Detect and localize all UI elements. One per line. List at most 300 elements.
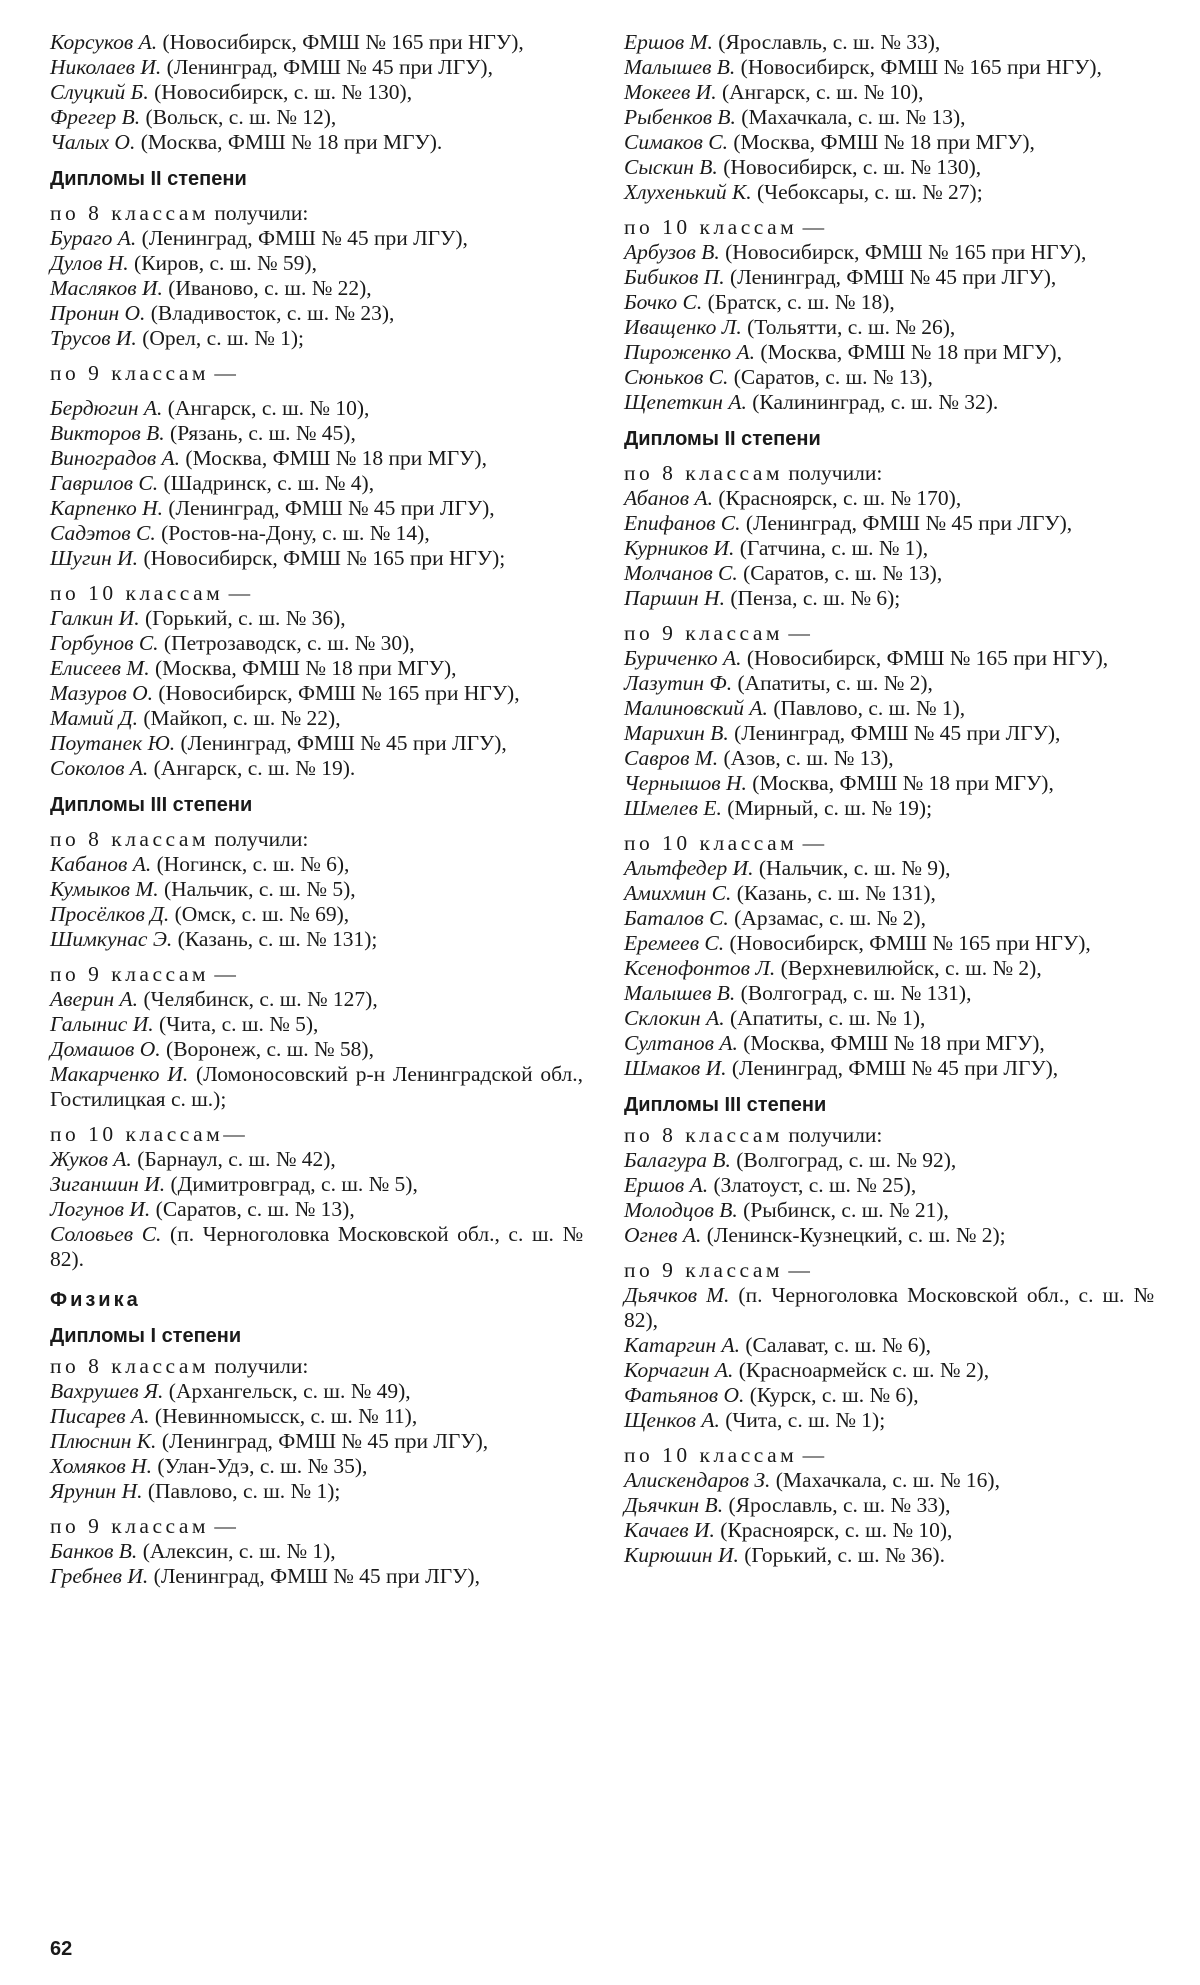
person-details: (Ярославль, с. ш. № 33), [718, 30, 941, 54]
person-name: Ксенофонтов Л. [624, 956, 776, 980]
list-item [624, 1543, 1154, 1568]
person-name: Альтфедер И. [624, 856, 754, 880]
list-item [50, 1062, 583, 1112]
grade-suffix: — [208, 962, 236, 986]
grade-intro [50, 962, 583, 987]
person-details: (Ленинград, ФМШ № 45 при ЛГУ), [153, 1564, 480, 1588]
list-item [624, 180, 1154, 205]
person-details: (Москва, ФМШ № 18 при МГУ), [752, 771, 1054, 795]
person-name: Корсуков А. [50, 30, 158, 54]
person-name: Ершов А. [624, 1173, 709, 1197]
person-name: Рыбенков В. [624, 105, 736, 129]
person-details: (Ленинград, ФМШ № 45 при ЛГУ), [734, 721, 1061, 745]
person-name: Хлухенький К. [624, 180, 752, 204]
person-details: (Ломоносовский р-н Ленинградской обл., Гостилицкая с. ш.); [50, 1062, 584, 1111]
person-name: Малиновский А. [624, 696, 768, 720]
person-details: (Новосибирск, с. ш. № 130), [723, 155, 982, 179]
list-item [50, 1479, 583, 1504]
person-name: Домашов О. [50, 1037, 161, 1061]
list-item [50, 902, 583, 927]
list-item [50, 105, 583, 130]
person-details: (Орел, с. ш. № 1); [142, 326, 305, 350]
person-details: (Махачкала, с. ш. № 13), [741, 105, 966, 129]
person-details: (Салават, с. ш. № 6), [745, 1333, 932, 1357]
diploma-heading: Дипломы I степени [50, 1325, 242, 1347]
grade-intro [624, 215, 1154, 240]
grade-label: по 10 классам [624, 1443, 798, 1467]
person-name: Огнев А. [624, 1223, 702, 1247]
person-name: Молчанов С. [624, 561, 738, 585]
subject-title: Физика [50, 1289, 141, 1311]
list-item [624, 240, 1154, 265]
person-details: (Красноярск, с. ш. № 170), [718, 486, 962, 510]
person-details: (Москва, ФМШ № 18 при МГУ). [140, 130, 443, 154]
list-item [50, 396, 583, 421]
person-name: Ершов М. [624, 30, 713, 54]
person-details: (Саратов, с. ш. № 13), [743, 561, 943, 585]
person-name: Бочко С. [624, 290, 703, 314]
person-name: Дьячков М. [624, 1283, 730, 1307]
person-details: (Новосибирск, ФМШ № 165 при НГУ), [740, 55, 1102, 79]
person-name: Балагура В. [624, 1148, 731, 1172]
grade-intro [624, 831, 1154, 856]
list-item [50, 496, 583, 521]
grade-intro [50, 201, 583, 226]
person-name: Шмаков И. [624, 1056, 727, 1080]
person-name: Кирюшин И. [624, 1543, 739, 1567]
person-details: (Омск, с. ш. № 69), [174, 902, 350, 926]
person-details: (Мирный, с. ш. № 19); [727, 796, 933, 820]
person-details: (Чебоксары, с. ш. № 27); [756, 180, 983, 204]
list-item [624, 956, 1154, 981]
list-item [624, 55, 1154, 80]
person-details: (Пенза, с. ш. № 6); [730, 586, 901, 610]
grade-suffix: — [782, 1258, 810, 1282]
grade-label: по 10 классам [624, 831, 798, 855]
list-item [50, 471, 583, 496]
person-name: Сюньков С. [624, 365, 729, 389]
person-details: (Шадринск, с. ш. № 4), [163, 471, 375, 495]
list-item [624, 340, 1154, 365]
person-name: Иващенко Л. [624, 315, 742, 339]
person-name: Плюснин К. [50, 1429, 157, 1453]
person-name: Щенков А. [624, 1408, 720, 1432]
person-name: Курников И. [624, 536, 735, 560]
list-item [50, 1222, 583, 1272]
list-item [50, 631, 583, 656]
list-item [624, 796, 1154, 821]
person-name: Бердюгин А. [50, 396, 163, 420]
person-details: (Казань, с. ш. № 131), [736, 881, 936, 905]
person-name: Марихин В. [624, 721, 729, 745]
grade-label: по 10 классам [50, 1122, 224, 1146]
grade-suffix: — [782, 621, 810, 645]
list-item [624, 486, 1154, 511]
person-details: (Ленинград, ФМШ № 45 при ЛГУ), [141, 226, 468, 250]
person-details: (Красноярск, с. ш. № 10), [720, 1518, 953, 1542]
person-details: (Улан-Удэ, с. ш. № 35), [157, 1454, 368, 1478]
list-item [50, 731, 583, 756]
grade-suffix: — [223, 1122, 245, 1146]
person-details: (Махачкала, с. ш. № 16), [775, 1468, 1000, 1492]
list-item [50, 1147, 583, 1172]
person-details: (Челябинск, с. ш. № 127), [143, 987, 378, 1011]
grade-suffix: получили: [782, 461, 883, 485]
person-details: (Горький, с. ш. № 36), [144, 606, 346, 630]
list-item [624, 1518, 1154, 1543]
grade-label: по 8 классам [50, 201, 209, 225]
list-item [50, 521, 583, 546]
person-details: (Иваново, с. ш. № 22), [168, 276, 372, 300]
person-details: (Ленинград, ФМШ № 45 при ЛГУ), [166, 55, 493, 79]
person-name: Катаргин А. [624, 1333, 741, 1357]
spacer [50, 386, 583, 396]
person-details: (Москва, ФМШ № 18 при МГУ), [154, 656, 457, 680]
list-item [50, 326, 583, 351]
grade-suffix: — [797, 215, 825, 239]
person-details: (Апатиты, с. ш. № 2), [737, 671, 933, 695]
person-name: Слуцкий Б. [50, 80, 149, 104]
list-item [50, 1454, 583, 1479]
list-item [624, 1006, 1154, 1031]
grade-suffix: получили: [782, 1123, 883, 1147]
person-name: Галкин И. [50, 606, 140, 630]
person-name: Елисеев М. [50, 656, 150, 680]
grade-label: по 9 классам [624, 621, 783, 645]
grade-suffix: — [223, 581, 251, 605]
person-name: Алискендаров З. [624, 1468, 771, 1492]
person-name: Баталов С. [624, 906, 729, 930]
list-item [624, 1031, 1154, 1056]
person-name: Еремеев С. [624, 931, 725, 955]
list-item [624, 1283, 1154, 1333]
list-item [50, 1037, 583, 1062]
grade-label: по 8 классам [50, 1354, 209, 1378]
person-details: (Новосибирск, ФМШ № 165 при НГУ), [746, 646, 1109, 670]
person-details: (Гатчина, с. ш. № 1), [739, 536, 929, 560]
list-item [50, 656, 583, 681]
list-item [50, 226, 583, 251]
person-name: Гребнев И. [50, 1564, 149, 1588]
person-details: (Владивосток, с. ш. № 23), [150, 301, 395, 325]
grade-label: по 9 классам [50, 962, 209, 986]
person-details: (Новосибирск, ФМШ № 165 при НГУ), [725, 240, 1087, 264]
diploma-heading: Дипломы III степени [624, 1094, 827, 1116]
grade-label: по 10 классам [624, 215, 798, 239]
person-name: Корчагин А. [624, 1358, 734, 1382]
person-details: (Москва, ФМШ № 18 при МГУ), [760, 340, 1062, 364]
grade-intro [50, 361, 583, 386]
grade-label: по 8 классам [624, 1123, 783, 1147]
person-name: Горбунов С. [50, 631, 159, 655]
list-item [50, 1197, 583, 1222]
person-name: Шугин И. [50, 546, 139, 570]
person-name: Николаев И. [50, 55, 162, 79]
grade-suffix: получили: [208, 1354, 309, 1378]
list-item [624, 365, 1154, 390]
grade-suffix: — [797, 1443, 825, 1467]
person-name: Мамий Д. [50, 706, 139, 730]
person-details: (Димитровград, с. ш. № 5), [170, 1172, 418, 1196]
list-item [624, 1383, 1154, 1408]
person-details: (п. Черноголовка Московской обл., с. ш. № 82). [50, 1222, 584, 1271]
person-name: Пироженко А. [624, 340, 756, 364]
person-details: (Волгоград, с. ш. № 92), [736, 1148, 957, 1172]
person-details: (Саратов, с. ш. № 13), [155, 1197, 355, 1221]
person-details: (Братск, с. ш. № 18), [707, 290, 895, 314]
person-details: (Барнаул, с. ш. № 42), [137, 1147, 336, 1171]
grade-suffix: — [208, 1514, 236, 1538]
person-name: Бураго А. [50, 226, 137, 250]
person-details: (Ленинград, ФМШ № 45 при ЛГУ), [745, 511, 1073, 535]
person-details: (Москва, ФМШ № 18 при МГУ), [185, 446, 487, 470]
grade-suffix: получили: [208, 827, 309, 851]
person-details: (Вольск, с. ш. № 12), [145, 105, 337, 129]
list-item [624, 906, 1154, 931]
list-item [50, 1539, 583, 1564]
list-item [624, 981, 1154, 1006]
list-item [624, 511, 1154, 536]
person-name: Паршин Н. [624, 586, 725, 610]
person-details: (Петрозаводск, с. ш. № 30), [163, 631, 415, 655]
right-column [624, 30, 1154, 1568]
grade-suffix: — [208, 361, 236, 385]
person-name: Логунов И. [50, 1197, 151, 1221]
person-name: Савров М. [624, 746, 719, 770]
person-name: Писарев А. [50, 1404, 150, 1428]
list-item [624, 1223, 1154, 1248]
person-name: Аверин А. [50, 987, 139, 1011]
person-details: (Архангельск, с. ш. № 49), [168, 1379, 411, 1403]
person-details: (Верхневилюйск, с. ш. № 2), [780, 956, 1042, 980]
list-item [50, 681, 583, 706]
person-name: Фатьянов О. [624, 1383, 745, 1407]
list-item [50, 1429, 583, 1454]
diploma-heading: Дипломы III степени [50, 794, 253, 816]
person-name: Садэтов С. [50, 521, 156, 545]
person-details: (Ленинск-Кузнецкий, с. ш. № 2); [706, 1223, 1006, 1247]
person-name: Симаков С. [624, 130, 728, 154]
person-details: (Павлово, с. ш. № 1); [147, 1479, 341, 1503]
list-item [50, 1379, 583, 1404]
list-item [50, 421, 583, 446]
person-details: (Ленинград, ФМШ № 45 при ЛГУ), [731, 1056, 1059, 1080]
person-details: (Новосибирск, ФМШ № 165 при НГУ), [729, 931, 1091, 955]
person-details: (Воронеж, с. ш. № 58), [166, 1037, 374, 1061]
list-item [624, 696, 1154, 721]
person-name: Шимкунас Э. [50, 927, 173, 951]
list-item [50, 756, 583, 781]
list-item [624, 1493, 1154, 1518]
person-name: Бибиков П. [624, 265, 725, 289]
diploma-heading: Дипломы II степени [624, 428, 821, 450]
list-item [50, 30, 583, 55]
grade-intro [624, 461, 1154, 486]
person-name: Дулов Н. [50, 251, 129, 275]
list-item [624, 561, 1154, 586]
list-item [624, 315, 1154, 340]
list-item [624, 646, 1154, 671]
person-details: (Тольятти, с. ш. № 26), [747, 315, 956, 339]
person-name: Амихмин С. [624, 881, 732, 905]
person-details: (Новосибирск, ФМШ № 165 при НГУ), [158, 681, 520, 705]
list-item [624, 721, 1154, 746]
person-details: (Ленинград, ФМШ № 45 при ЛГУ), [180, 731, 507, 755]
person-name: Малышев В. [624, 55, 736, 79]
list-item [624, 265, 1154, 290]
grade-intro [50, 581, 583, 606]
grade-intro [50, 1354, 583, 1379]
person-details: (Нальчик, с. ш. № 9), [758, 856, 951, 880]
person-details: (Курск, с. ш. № 6), [749, 1383, 919, 1407]
list-item [50, 55, 583, 80]
grade-label: по 8 классам [624, 461, 783, 485]
list-item [624, 30, 1154, 55]
list-item [50, 927, 583, 952]
person-name: Лазутин Ф. [624, 671, 733, 695]
grade-intro [624, 621, 1154, 646]
list-item [624, 155, 1154, 180]
person-details: (Арзамас, с. ш. № 2), [734, 906, 926, 930]
person-name: Соколов А. [50, 756, 149, 780]
grade-intro [624, 1258, 1154, 1283]
person-details: (Волгоград, с. ш. № 131), [740, 981, 972, 1005]
person-details: (Ленинград, ФМШ № 45 при ЛГУ), [168, 496, 495, 520]
person-name: Поутанек Ю. [50, 731, 176, 755]
person-name: Ярунин Н. [50, 1479, 143, 1503]
list-item [50, 606, 583, 631]
person-details: (Ленинград, ФМШ № 45 при ЛГУ), [729, 265, 1057, 289]
person-details: (Ангарск, с. ш. № 10), [167, 396, 370, 420]
grade-suffix: получили: [208, 201, 309, 225]
person-name: Склокин А. [624, 1006, 725, 1030]
person-name: Викторов В. [50, 421, 165, 445]
person-details: (Алексин, с. ш. № 1), [142, 1539, 336, 1563]
person-details: (Павлово, с. ш. № 1), [773, 696, 966, 720]
grade-label: по 9 классам [50, 1514, 209, 1538]
person-details: (Рыбинск, с. ш. № 21), [743, 1198, 949, 1222]
list-item [624, 1056, 1154, 1081]
list-item [624, 671, 1154, 696]
list-item [50, 852, 583, 877]
grade-label: по 10 классам [50, 581, 224, 605]
person-details: (Рязань, с. ш. № 45), [170, 421, 356, 445]
person-details: (Ростов-на-Дону, с. ш. № 14), [161, 521, 430, 545]
list-item [624, 856, 1154, 881]
person-name: Чернышов Н. [624, 771, 747, 795]
person-details: (Ангарск, с. ш. № 19). [153, 756, 356, 780]
list-item [624, 746, 1154, 771]
person-details: (Москва, ФМШ № 18 при МГУ), [733, 130, 1035, 154]
person-details: (Нальчик, с. ш. № 5), [164, 877, 356, 901]
person-name: Мазуров О. [50, 681, 153, 705]
grade-label: по 9 классам [50, 361, 209, 385]
list-item [624, 1148, 1154, 1173]
person-name: Абанов А. [624, 486, 714, 510]
person-details: (Чита, с. ш. № 5), [159, 1012, 319, 1036]
person-details: (Невинномысск, с. ш. № 11), [154, 1404, 418, 1428]
list-item [624, 931, 1154, 956]
person-details: (п. Черноголовка Московской обл., с. ш. № 82), [624, 1283, 1154, 1332]
grade-intro [624, 1123, 1154, 1148]
person-name: Чалых О. [50, 130, 136, 154]
list-item [624, 130, 1154, 155]
grade-label: по 9 классам [624, 1258, 783, 1282]
person-details: (Златоуст, с. ш. № 25), [713, 1173, 917, 1197]
list-item [624, 771, 1154, 796]
list-item [50, 987, 583, 1012]
list-item [624, 1358, 1154, 1383]
person-name: Соловьев С. [50, 1222, 162, 1246]
person-name: Мокеев И. [624, 80, 717, 104]
list-item [50, 706, 583, 731]
list-item [624, 80, 1154, 105]
list-item [50, 130, 583, 155]
list-item [624, 105, 1154, 130]
person-name: Епифанов С. [624, 511, 741, 535]
grade-intro [50, 827, 583, 852]
person-details: (Новосибирск, ФМШ № 165 при НГУ), [162, 30, 524, 54]
person-name: Качаев И. [624, 1518, 715, 1542]
list-item [624, 1333, 1154, 1358]
person-details: (Москва, ФМШ № 18 при МГУ), [743, 1031, 1045, 1055]
person-name: Просёлков Д. [50, 902, 170, 926]
person-details: (Ленинград, ФМШ № 45 при ЛГУ), [161, 1429, 489, 1453]
person-name: Фрегер В. [50, 105, 141, 129]
list-item [624, 1408, 1154, 1433]
person-details: (Калининград, с. ш. № 32). [752, 390, 999, 414]
person-name: Арбузов В. [624, 240, 720, 264]
person-details: (Азов, с. ш. № 13), [723, 746, 894, 770]
grade-suffix: — [797, 831, 825, 855]
grade-intro [624, 1443, 1154, 1468]
person-name: Виноградов А. [50, 446, 181, 470]
list-item [50, 80, 583, 105]
person-details: (Ногинск, с. ш. № 6), [156, 852, 350, 876]
grade-intro [50, 1122, 583, 1147]
diploma-heading: Дипломы II степени [50, 168, 247, 190]
grade-label: по 8 классам [50, 827, 209, 851]
person-details: (Новосибирск, ФМШ № 165 при НГУ); [143, 546, 506, 570]
list-item [50, 1564, 583, 1589]
list-item [624, 290, 1154, 315]
person-name: Карпенко Н. [50, 496, 164, 520]
person-name: Кабанов А. [50, 852, 152, 876]
grade-intro [50, 1514, 583, 1539]
person-name: Жуков А. [50, 1147, 132, 1171]
person-details: (Киров, с. ш. № 59), [134, 251, 317, 275]
person-name: Дьячкин В. [624, 1493, 724, 1517]
person-details: (Майкоп, с. ш. № 22), [143, 706, 341, 730]
person-name: Сыскин В. [624, 155, 718, 179]
person-name: Шмелев Е. [624, 796, 722, 820]
list-item [624, 586, 1154, 611]
list-item [624, 881, 1154, 906]
person-details: (Красноармейск с. ш. № 2), [738, 1358, 990, 1382]
person-name: Султанов А. [624, 1031, 738, 1055]
list-item [624, 536, 1154, 561]
person-name: Вахрушев Я. [50, 1379, 164, 1403]
person-name: Банков В. [50, 1539, 138, 1563]
person-name: Кумыков М. [50, 877, 159, 901]
person-details: (Новосибирск, с. ш. № 130), [154, 80, 413, 104]
list-item [50, 1172, 583, 1197]
list-item [50, 251, 583, 276]
person-name: Малышев В. [624, 981, 736, 1005]
person-name: Щепеткин А. [624, 390, 747, 414]
page-number: 62 [50, 1938, 73, 1960]
list-item [50, 1404, 583, 1429]
